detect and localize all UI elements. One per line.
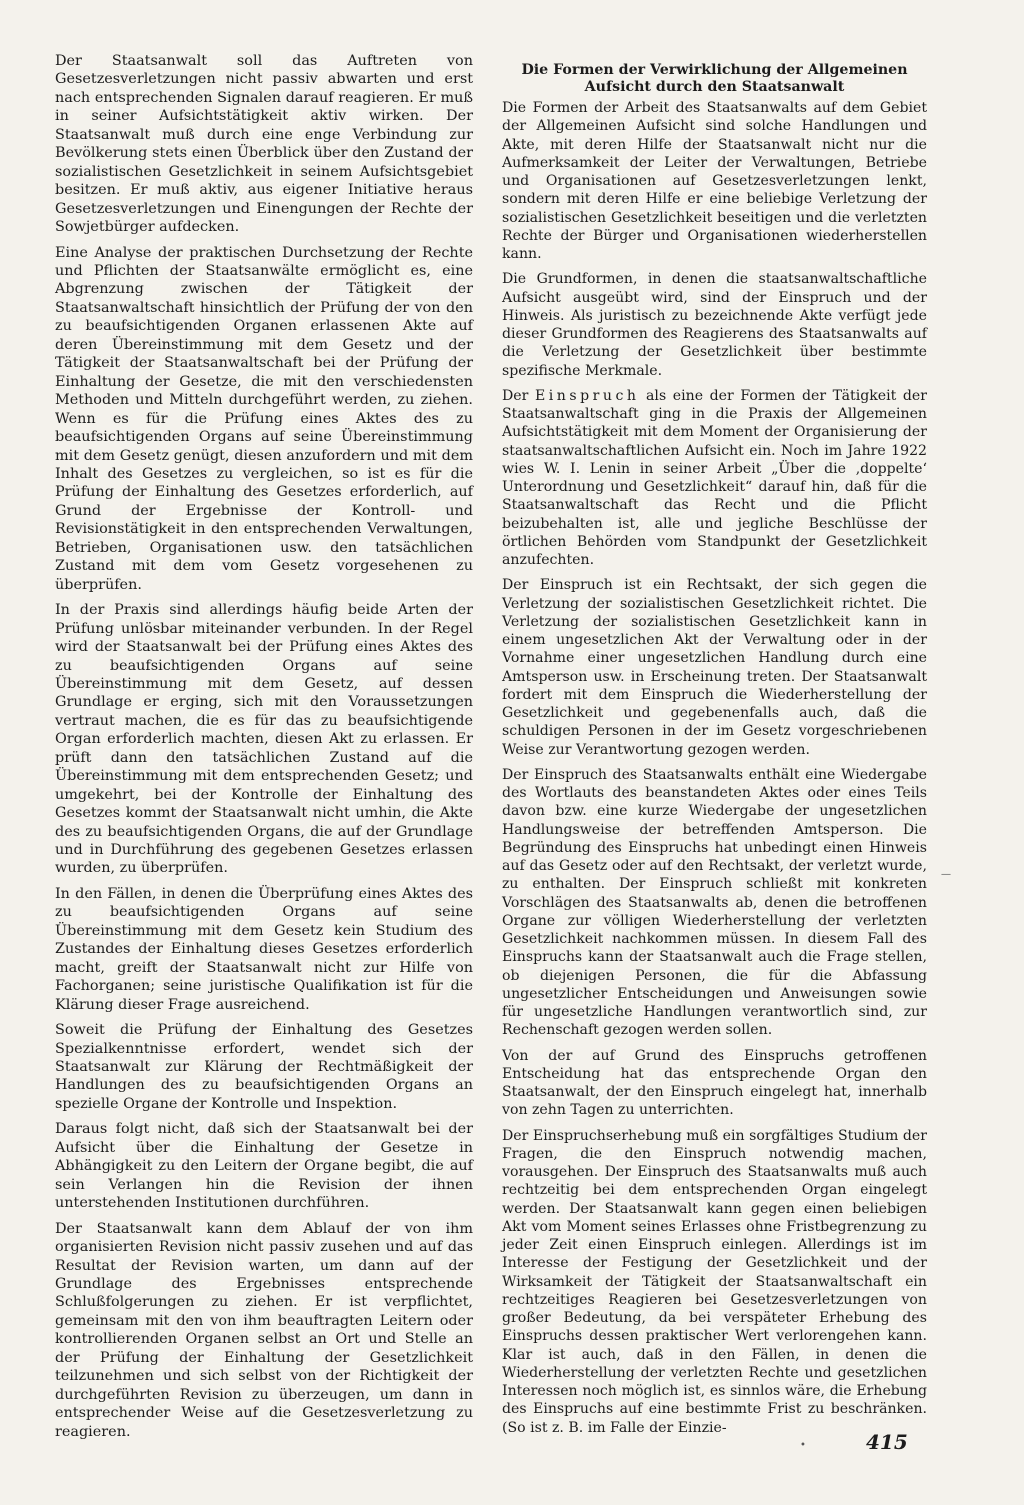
paragraph-rest: als eine der Formen der Tätigkeit der Staatsanwaltschaft ging in die Praxis der Allgemeinen Aufsichtstätigkeit mit dem Moment der Organisierung der staatsanwaltschaftlichen Aufsicht ein. Noch im Jahre 1922 wies W. I. Lenin in seiner Arbeit „Über die ‚doppelte‘ Unterordnung und Gesetzlichkeit“ darauf hin, daß für die Staatsanwaltschaft das Recht und die Pflicht beizubehalten ist, alle und jegliche Beschlüsse der örtlichen Behörden vom Standpunkt der Gesetzlichkeit anzufechten. xyxy=(502,387,927,568)
paragraph: In den Fällen, in denen die Überprüfung eines Aktes des zu beaufsichtigenden Organs auf seine Übereinstimmung mit dem Gesetz kein Studium des Zustandes der Einhaltung dieses Gesetzes erforderlich macht, greift der Staatsanwalt nicht zur Hilfe von Fachorganen; seine juristische Qualifikation ist für die Klärung dieser Frage ausreichend. xyxy=(55,885,473,1013)
right-column xyxy=(502,52,927,1444)
scan-mark: • xyxy=(800,1440,806,1451)
paragraph: Daraus folgt nicht, daß sich der Staatsanwalt bei der Aufsicht über die Einhaltung der Gesetze in Abhängigkeit zu den Leitern der Organe begibt, die auf sein Verlangen hin die Revision der ihnen unterstehenden Institutionen durchführen. xyxy=(55,1121,473,1212)
paragraph: In der Praxis sind allerdings häufig beide Arten der Prüfung unlösbar miteinander verbunden. In der Regel wird der Staatsanwalt bei der Prüfung eines Aktes des zu beaufsichtigenden Organs auf seine Übereinstimmung mit dem Gesetz, auf dessen Grundlage er erging, sich mit den Voraussetzungen vertraut machen, die es für das zu beaufsichtigende Organ erforderlich machten, diesen Akt zu erlassen. Er prüft dann den tatsächlichen Zustand auf die Übereinstimmung mit dem entsprechenden Gesetz; und umgekehrt, bei der Kontrolle der Einhaltung des Gesetzes kommt der Staatsanwalt nicht umhin, die Akte des zu beaufsichtigenden Organs, die auf der Grundlage und in Durchführung des gegebenen Gesetzes erlassen wurden, zu überprüfen. xyxy=(55,602,473,877)
paragraph: Der Einspruch des Staatsanwalts enthält eine Wiedergabe des Wortlauts des beanstandeten Aktes oder eines Teils davon bzw. eine kurze Wiedergabe der ungesetzlichen Handlungsweise der betreffenden Amtsperson. Die Begründung des Einspruchs hat unbedingt einen Hinweis auf das Gesetz oder auf den Rechtsakt, der verletzt wurde, zu enthalten. Der Einspruch schließt mit konkreten Vorschlägen des Staatsanwalts ab, denen die betroffenen Organe zur völligen Wiederherstellung der verletzten Gesetzlichkeit nachkommen müssen. In diesem Fall des Einspruchs kann der Staatsanwalt auch die Frage stellen, ob diejenigen Personen, die für die Abfassung ungesetzlicher Entscheidungen und Anweisungen sowie für ungesetzliche Handlungen verantwortlich sind, zur Rechenschaft gezogen werden sollen. xyxy=(502,766,927,1039)
paragraph: Die Formen der Arbeit des Staatsanwalts auf dem Gebiet der Allgemeinen Aufsicht sind solche Handlungen und Akte, mit deren Hilfe der Staatsanwalt nicht nur die Aufmerksamkeit der Leiter der Verwaltungen, Betriebe und Organisationen auf Gesetzesverletzungen lenkt, sondern mit deren Hilfe er eine beliebige Verletzung der sozialistischen Gesetzlichkeit beseitigen und die verletzten Rechte der Bürger und Organisationen wiederherstellen kann. xyxy=(502,100,927,262)
emphasized-term: Einspruch xyxy=(535,387,640,404)
paragraph: Von der auf Grund des Einspruchs getroffenen Entscheidung hat das entsprechende Organ den Staatsanwalt, der den Einspruch eingelegt hat, innerhalb von zehn Tagen zu unterrichten. xyxy=(502,1047,927,1119)
paragraph: Eine Analyse der praktischen Durchsetzung der Rechte und Pflichten der Staatsanwälte ermöglicht es, eine Abgrenzung zwischen der Tätigkeit der Staatsanwaltschaft hinsichtlich der Prüfung der von den zu beaufsichtigenden Organen erlassenen Akte auf deren Übereinstimmung mit dem Gesetz und der Tätigkeit der Staatsanwaltschaft bei der Prüfung der Einhaltung der Gesetze, die mit den verschiedensten Methoden und Mitteln durchgeführt werden, zu ziehen. Wenn es für die Prüfung eines Aktes des zu beaufsichtigenden Organs auf seine Übereinstimmung mit dem Gesetz genügt, diesen anzufordern und mit dem Inhalt des Gesetzes zu vergleichen, so ist es für die Prüfung der Einhaltung des Gesetzes erforderlich, auf Grund der Ergebnisse der Kontroll- und Revisionstätigkeit in den entsprechenden Verwaltungen, Betrieben, Organisationen usw. den tatsächlichen Zustand mit dem vom Gesetz vorgesehenen zu überprüfen. xyxy=(55,244,473,593)
paragraph-lead: Der xyxy=(502,387,529,404)
paragraph xyxy=(502,387,927,570)
paragraph: Der Einspruchserhebung muß ein sorgfältiges Studium der Fragen, die den Einspruch notwendig machen, vorausgehen. Der Einspruch des Staatsanwalts muß auch rechtzeitig bei dem entsprechenden Organ eingelegt werden. Der Staatsanwalt kann gegen einen beliebigen Akt vom Moment seines Erlasses ohne Fristbegrenzung zu jeder Zeit einen Einspruch einlegen. Allerdings ist im Interesse der Festigung der Gesetzlichkeit und der Wirksamkeit der Tätigkeit der Staatsanwaltschaft ein rechtzeitiges Reagieren bei Gesetzesverletzungen von großer Bedeutung, da bei verspäteter Erhebung des Einspruchs dessen praktischer Wert verlorengehen kann. Klar ist auch, daß in den Fällen, in denen die Wiederherstellung der verletzten Rechte und gesetzlichen Interessen noch möglich ist, es sinnlos wäre, die Erhebung des Einspruchs auf eine bestimmte Frist zu beschränken. (So ist z. B. im Falle der Einzie- xyxy=(502,1127,927,1436)
paragraph: Der Einspruch ist ein Rechtsakt, der sich gegen die Verletzung der sozialistischen Gesetzlichkeit richtet. Die Verletzung der sozialistischen Gesetzlichkeit kann in einem ungesetzlichen Akt der Verwaltung oder in der Vornahme einer ungesetzlichen Handlung durch eine Amtsperson usw. in Erscheinung treten. Der Staatsanwalt fordert mit dem Einspruch die Wiederherstellung der Gesetzlichkeit und gegebenenfalls auch, daß die schuldigen Personen in der im Gesetz vorgeschriebenen Weise zur Verantwortung gezogen werden. xyxy=(502,577,927,758)
page-number: 415 xyxy=(866,1430,908,1454)
scan-mark: — xyxy=(941,869,951,880)
paragraph: Die Grundformen, in denen die staatsanwaltschaftliche Aufsicht ausgeübt wird, sind der Einspruch und der Hinweis. Als juristisch zu bezeichnende Akte verfügt jede dieser Grundformen des Reagierens des Staatsanwalts auf die Verletzung der Gesetzlichkeit über bestimmte spezifische Merkmale. xyxy=(502,271,927,379)
left-column xyxy=(55,52,473,1448)
paragraph: Soweit die Prüfung der Einhaltung des Gesetzes Spezialkenntnisse erfordert, wendet sich der Staatsanwalt zur Klärung der Rechtmäßigkeit der Handlungen des zu beaufsichtigenden Organs an spezielle Organe der Kontrolle und Inspektion. xyxy=(55,1022,473,1112)
paragraph: Der Staatsanwalt kann dem Ablauf der von ihm organisierten Revision nicht passiv zusehen und auf das Resultat der Revision warten, um dann auf der Grundlage des Ergebnisses entsprechende Schlußfolgerungen zu ziehen. Er ist verpflichtet, gemeinsam mit den von ihm beauftragten Leitern oder kontrollierenden Organen selbst an Ort und Stelle an der Prüfung der Einhaltung der Gesetzlichkeit teilzunehmen und sich selbst von der Richtigkeit der durchgeführten Revision zu überzeugen, um dann in entsprechender Weise auf die Gesetzesverletzung zu reagieren. xyxy=(55,1220,473,1440)
paragraph: Der Staatsanwalt soll das Auftreten von Gesetzesverletzungen nicht passiv abwarten und erst nach entsprechenden Signalen darauf reagieren. Er muß in seiner Aufsichtstätigkeit aktiv wirken. Der Staatsanwalt muß durch eine enge Verbindung zur Bevölkerung stets einen Überblick über den Zustand der sozialistischen Gesetzlichkeit in seinem Aufsichtsgebiet besitzen. Er muß aktiv, aus eigener Initiative heraus Gesetzesverletzungen und Einengungen der Rechte der Sowjetbürger aufdecken. xyxy=(55,53,473,236)
section-heading: Die Formen der Verwirklichung der Allgemeinen Aufsicht durch den Staatsanwalt xyxy=(521,62,908,95)
